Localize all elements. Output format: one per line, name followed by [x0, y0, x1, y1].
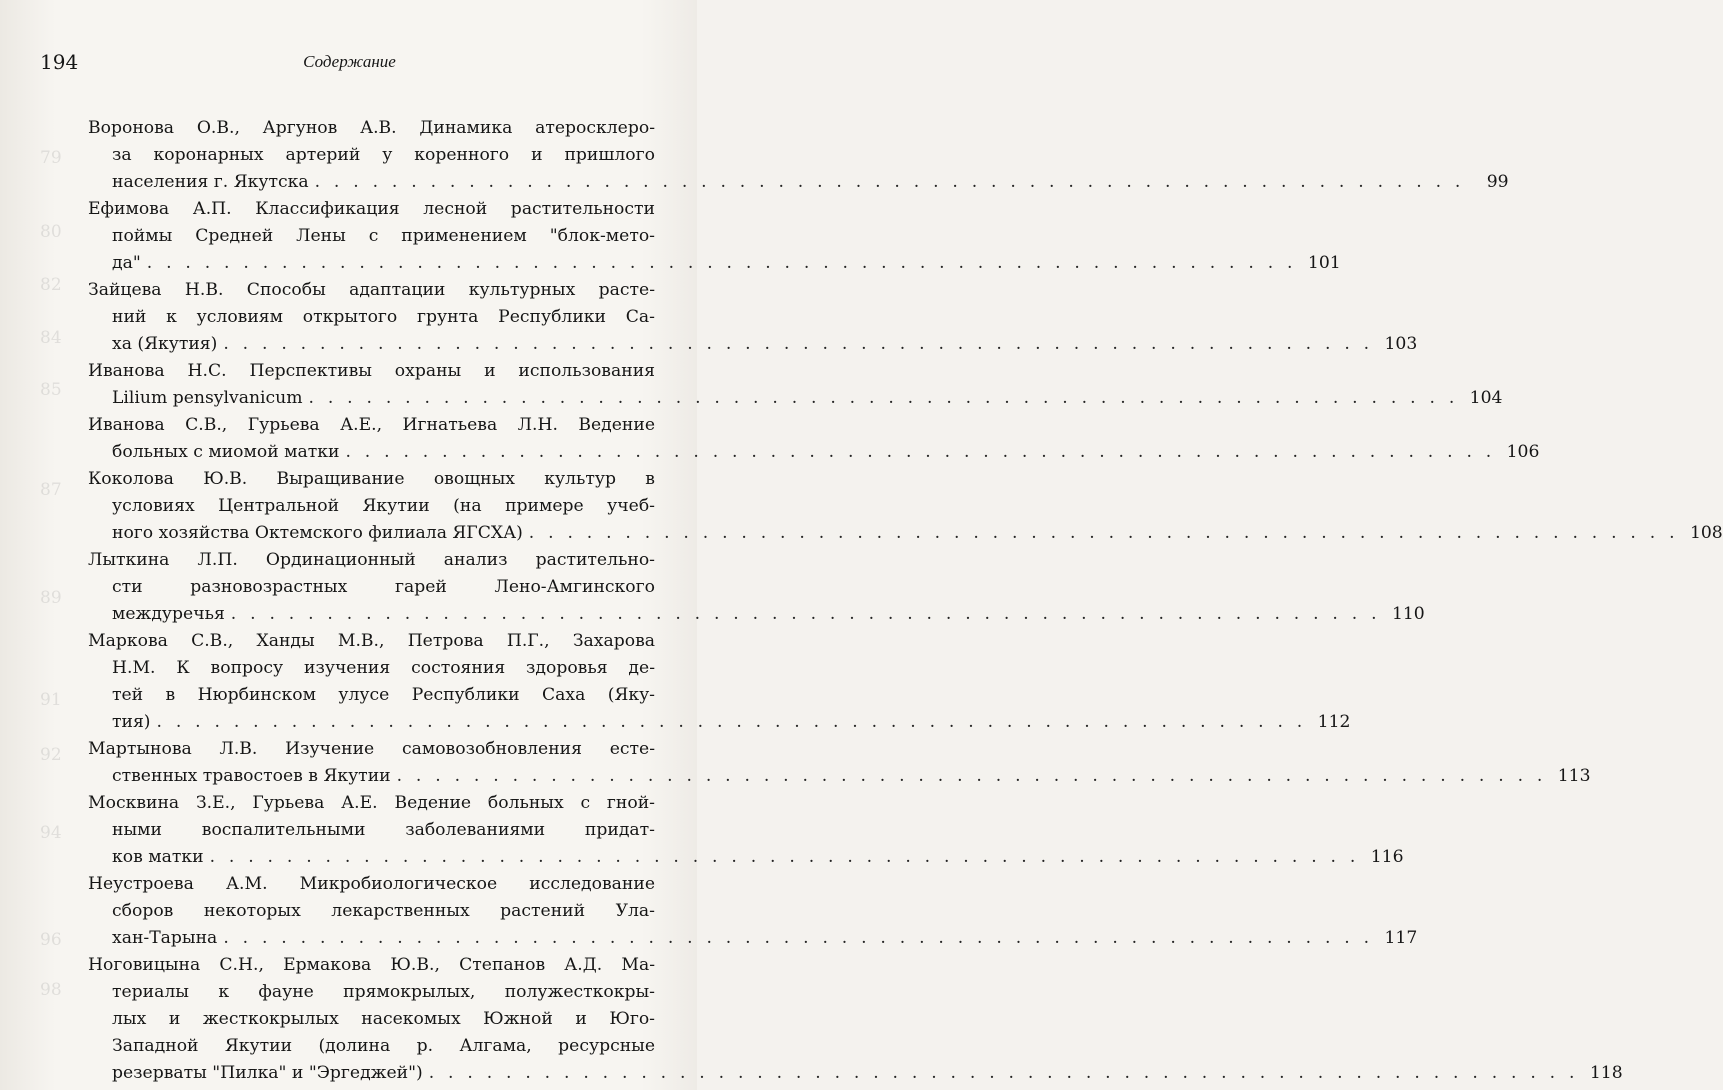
toc-entry-text: поймы Средней Лены с применением "блок-мето-	[112, 226, 655, 246]
show-through: 89	[40, 588, 62, 608]
toc-entry-page-number: 113	[1557, 766, 1591, 786]
toc-entry-text: ного хозяйства Октемского филиала ЯГСХА)	[112, 523, 523, 543]
toc-entry-text: населения г. Якутска	[112, 172, 309, 192]
toc-entry-page-number: 116	[1370, 847, 1404, 867]
toc-entry-text: ными воспалительными заболеваниями придат-	[112, 820, 655, 840]
toc-entry	[88, 628, 1351, 736]
toc-entry-text: Иванова Н.С. Перспективы охраны и использования	[88, 361, 655, 381]
toc-entry	[88, 412, 1540, 466]
dot-leader: . . . . . . . . . . . . . . . . . . . . . . . . . . . . . . . . . . . . . . . . . . . . . . . . . . . . . . . . . . . .	[223, 334, 1374, 354]
toc-entry	[88, 736, 1591, 790]
toc-entry-text: тей в Нюрбинском улусе Республики Саха (Яку-	[112, 685, 655, 705]
toc-entry	[88, 196, 1341, 277]
toc-entry	[88, 547, 1425, 628]
toc-entry-text: Лыткина Л.П. Ординационный анализ растительно-	[88, 550, 655, 570]
toc-entry	[88, 466, 1723, 547]
toc-entry-page-number: 110	[1391, 604, 1425, 624]
toc-entry-last-line	[112, 763, 1591, 790]
toc-entry-last-line	[112, 385, 1503, 412]
toc-entry-last-line	[112, 709, 1351, 736]
toc-entry-text: за коронарных артерий у коренного и пришлого	[112, 145, 655, 165]
show-through: 92	[40, 745, 62, 765]
toc-entry-text: Маркова С.В., Ханды М.В., Петрова П.Г., Захарова	[88, 631, 655, 651]
show-through: 87	[40, 480, 62, 500]
dot-leader: . . . . . . . . . . . . . . . . . . . . . . . . . . . . . . . . . . . . . . . . . . . . . . . . . . . . . . . . . . . .	[345, 442, 1496, 462]
toc-entry-page-number: 108	[1689, 523, 1723, 543]
toc-entry-text: междуречья	[112, 604, 225, 624]
toc-entry-last-line	[112, 331, 1418, 358]
dot-leader: . . . . . . . . . . . . . . . . . . . . . . . . . . . . . . . . . . . . . . . . . . . . . . . . . . . . . . . . . . . .	[146, 253, 1297, 273]
toc-entry	[88, 871, 1418, 952]
toc-entry-text: Коколова Ю.В. Выращивание овощных культур в	[88, 469, 655, 489]
toc-entry-text: Западной Якутии (долина р. Алгама, ресурсные	[112, 1036, 655, 1056]
toc-entry-text: Воронова О.В., Аргунов А.В. Динамика атеросклеро-	[88, 118, 655, 138]
toc-entry	[88, 358, 1503, 412]
toc-entry-text: ний к условиям открытого грунта Республики Са-	[112, 307, 655, 327]
toc-entry-text: Ефимова А.П. Классификация лесной растительности	[88, 199, 655, 219]
toc-entry-page-number: 112	[1317, 712, 1351, 732]
toc-entry-page-number: 117	[1384, 928, 1418, 948]
toc-entry-text: Мартынова Л.В. Изучение самовозобновления есте-	[88, 739, 655, 759]
toc-entry-last-line	[112, 601, 1425, 628]
toc-entry-text: Неустроева А.М. Микробиологическое исследование	[88, 874, 655, 894]
dot-leader: . . . . . . . . . . . . . . . . . . . . . . . . . . . . . . . . . . . . . . . . . . . . . . . . . . . . . . . . . . . .	[156, 712, 1307, 732]
show-through: 96	[40, 930, 62, 950]
toc-entry	[88, 277, 1418, 358]
toc-entry-text: резерваты "Пилка" и "Эргеджей")	[112, 1063, 423, 1083]
toc-entry-last-line	[112, 844, 1404, 871]
toc-entry-page-number: 101	[1307, 253, 1341, 273]
toc-entry-text: да"	[112, 253, 141, 273]
toc-entry-last-line	[112, 925, 1418, 952]
dot-leader: . . . . . . . . . . . . . . . . . . . . . . . . . . . . . . . . . . . . . . . . . . . . . . . . . . . . . . . . . . . .	[223, 928, 1374, 948]
toc-entry-page-number: 118	[1589, 1063, 1623, 1083]
toc-entry-text: сти разновозрастных гарей Лено-Амгинского	[112, 577, 655, 597]
toc-entry	[88, 115, 1509, 196]
toc-entry-last-line	[112, 520, 1723, 547]
toc-entry-text: Lilium pensylvanicum	[112, 388, 303, 408]
toc-entry-last-line	[112, 169, 1509, 196]
dot-leader: . . . . . . . . . . . . . . . . . . . . . . . . . . . . . . . . . . . . . . . . . . . . . . . . . . . . . . . . . . . .	[308, 388, 1459, 408]
toc-entry-text: хан-Тарына	[112, 928, 218, 948]
toc-entry-text: больных с миомой матки	[112, 442, 340, 462]
dot-leader: . . . . . . . . . . . . . . . . . . . . . . . . . . . . . . . . . . . . . . . . . . . . . . . . . . . . . . . . . . . .	[314, 172, 1465, 192]
toc-entry-text: лых и жесткокрылых насекомых Южной и Юго-	[112, 1009, 655, 1029]
show-through: 85	[40, 380, 62, 400]
show-through: 84	[40, 328, 62, 348]
page-number: 194	[40, 50, 79, 74]
show-through: 82	[40, 275, 62, 295]
show-through: 94	[40, 823, 62, 843]
show-through: 80	[40, 222, 62, 242]
dot-leader: . . . . . . . . . . . . . . . . . . . . . . . . . . . . . . . . . . . . . . . . . . . . . . . . . . . . . . . . . . . .	[209, 847, 1360, 867]
toc-entry-text: ха (Якутия)	[112, 334, 218, 354]
show-through: 91	[40, 690, 62, 710]
toc-entry-text: Н.М. К вопросу изучения состояния здоровья де-	[112, 658, 655, 678]
toc-entry-text: сборов некоторых лекарственных растений Ула-	[112, 901, 655, 921]
toc-entry-text: ственных травостоев в Якутии	[112, 766, 391, 786]
toc-entry-text: Москвина З.Е., Гурьева А.Е. Ведение больных с гной-	[88, 793, 655, 813]
toc-entry-text: условиях Центральной Якутии (на примере учеб-	[112, 496, 655, 516]
dot-leader: . . . . . . . . . . . . . . . . . . . . . . . . . . . . . . . . . . . . . . . . . . . . . . . . . . . . . . . . . . . .	[528, 523, 1679, 543]
dot-leader: . . . . . . . . . . . . . . . . . . . . . . . . . . . . . . . . . . . . . . . . . . . . . . . . . . . . . . . . . . . .	[428, 1063, 1579, 1083]
toc-entry-text: Ноговицына С.Н., Ермакова Ю.В., Степанов А.Д. Ма-	[88, 955, 655, 975]
dot-leader: . . . . . . . . . . . . . . . . . . . . . . . . . . . . . . . . . . . . . . . . . . . . . . . . . . . . . . . . . . . .	[230, 604, 1381, 624]
toc-entry-page-number: 104	[1469, 388, 1503, 408]
toc-entry-last-line	[112, 1060, 1623, 1087]
toc-entry-text: Иванова С.В., Гурьева А.Е., Игнатьева Л.Н. Ведение	[88, 415, 655, 435]
toc-entry-last-line	[112, 250, 1341, 277]
toc-entry-text: ков матки	[112, 847, 204, 867]
toc-entry	[88, 790, 1404, 871]
running-title: Содержание	[303, 52, 396, 71]
dot-leader: . . . . . . . . . . . . . . . . . . . . . . . . . . . . . . . . . . . . . . . . . . . . . . . . . . . . . . . . . . . .	[396, 766, 1547, 786]
toc-entry-text: териалы к фауне прямокрылых, полужесткокры-	[112, 982, 655, 1002]
page-header	[40, 50, 659, 80]
table-of-contents	[88, 115, 1723, 1087]
show-through: 79	[40, 148, 62, 168]
toc-entry-text: Зайцева Н.В. Способы адаптации культурных расте-	[88, 280, 655, 300]
toc-entry	[88, 952, 1623, 1087]
toc-entry-last-line	[112, 439, 1540, 466]
toc-entry-page-number: 99	[1486, 172, 1509, 192]
toc-entry-page-number: 106	[1506, 442, 1540, 462]
show-through: 98	[40, 980, 62, 1000]
toc-entry-text: тия)	[112, 712, 151, 732]
toc-entry-page-number: 103	[1384, 334, 1418, 354]
